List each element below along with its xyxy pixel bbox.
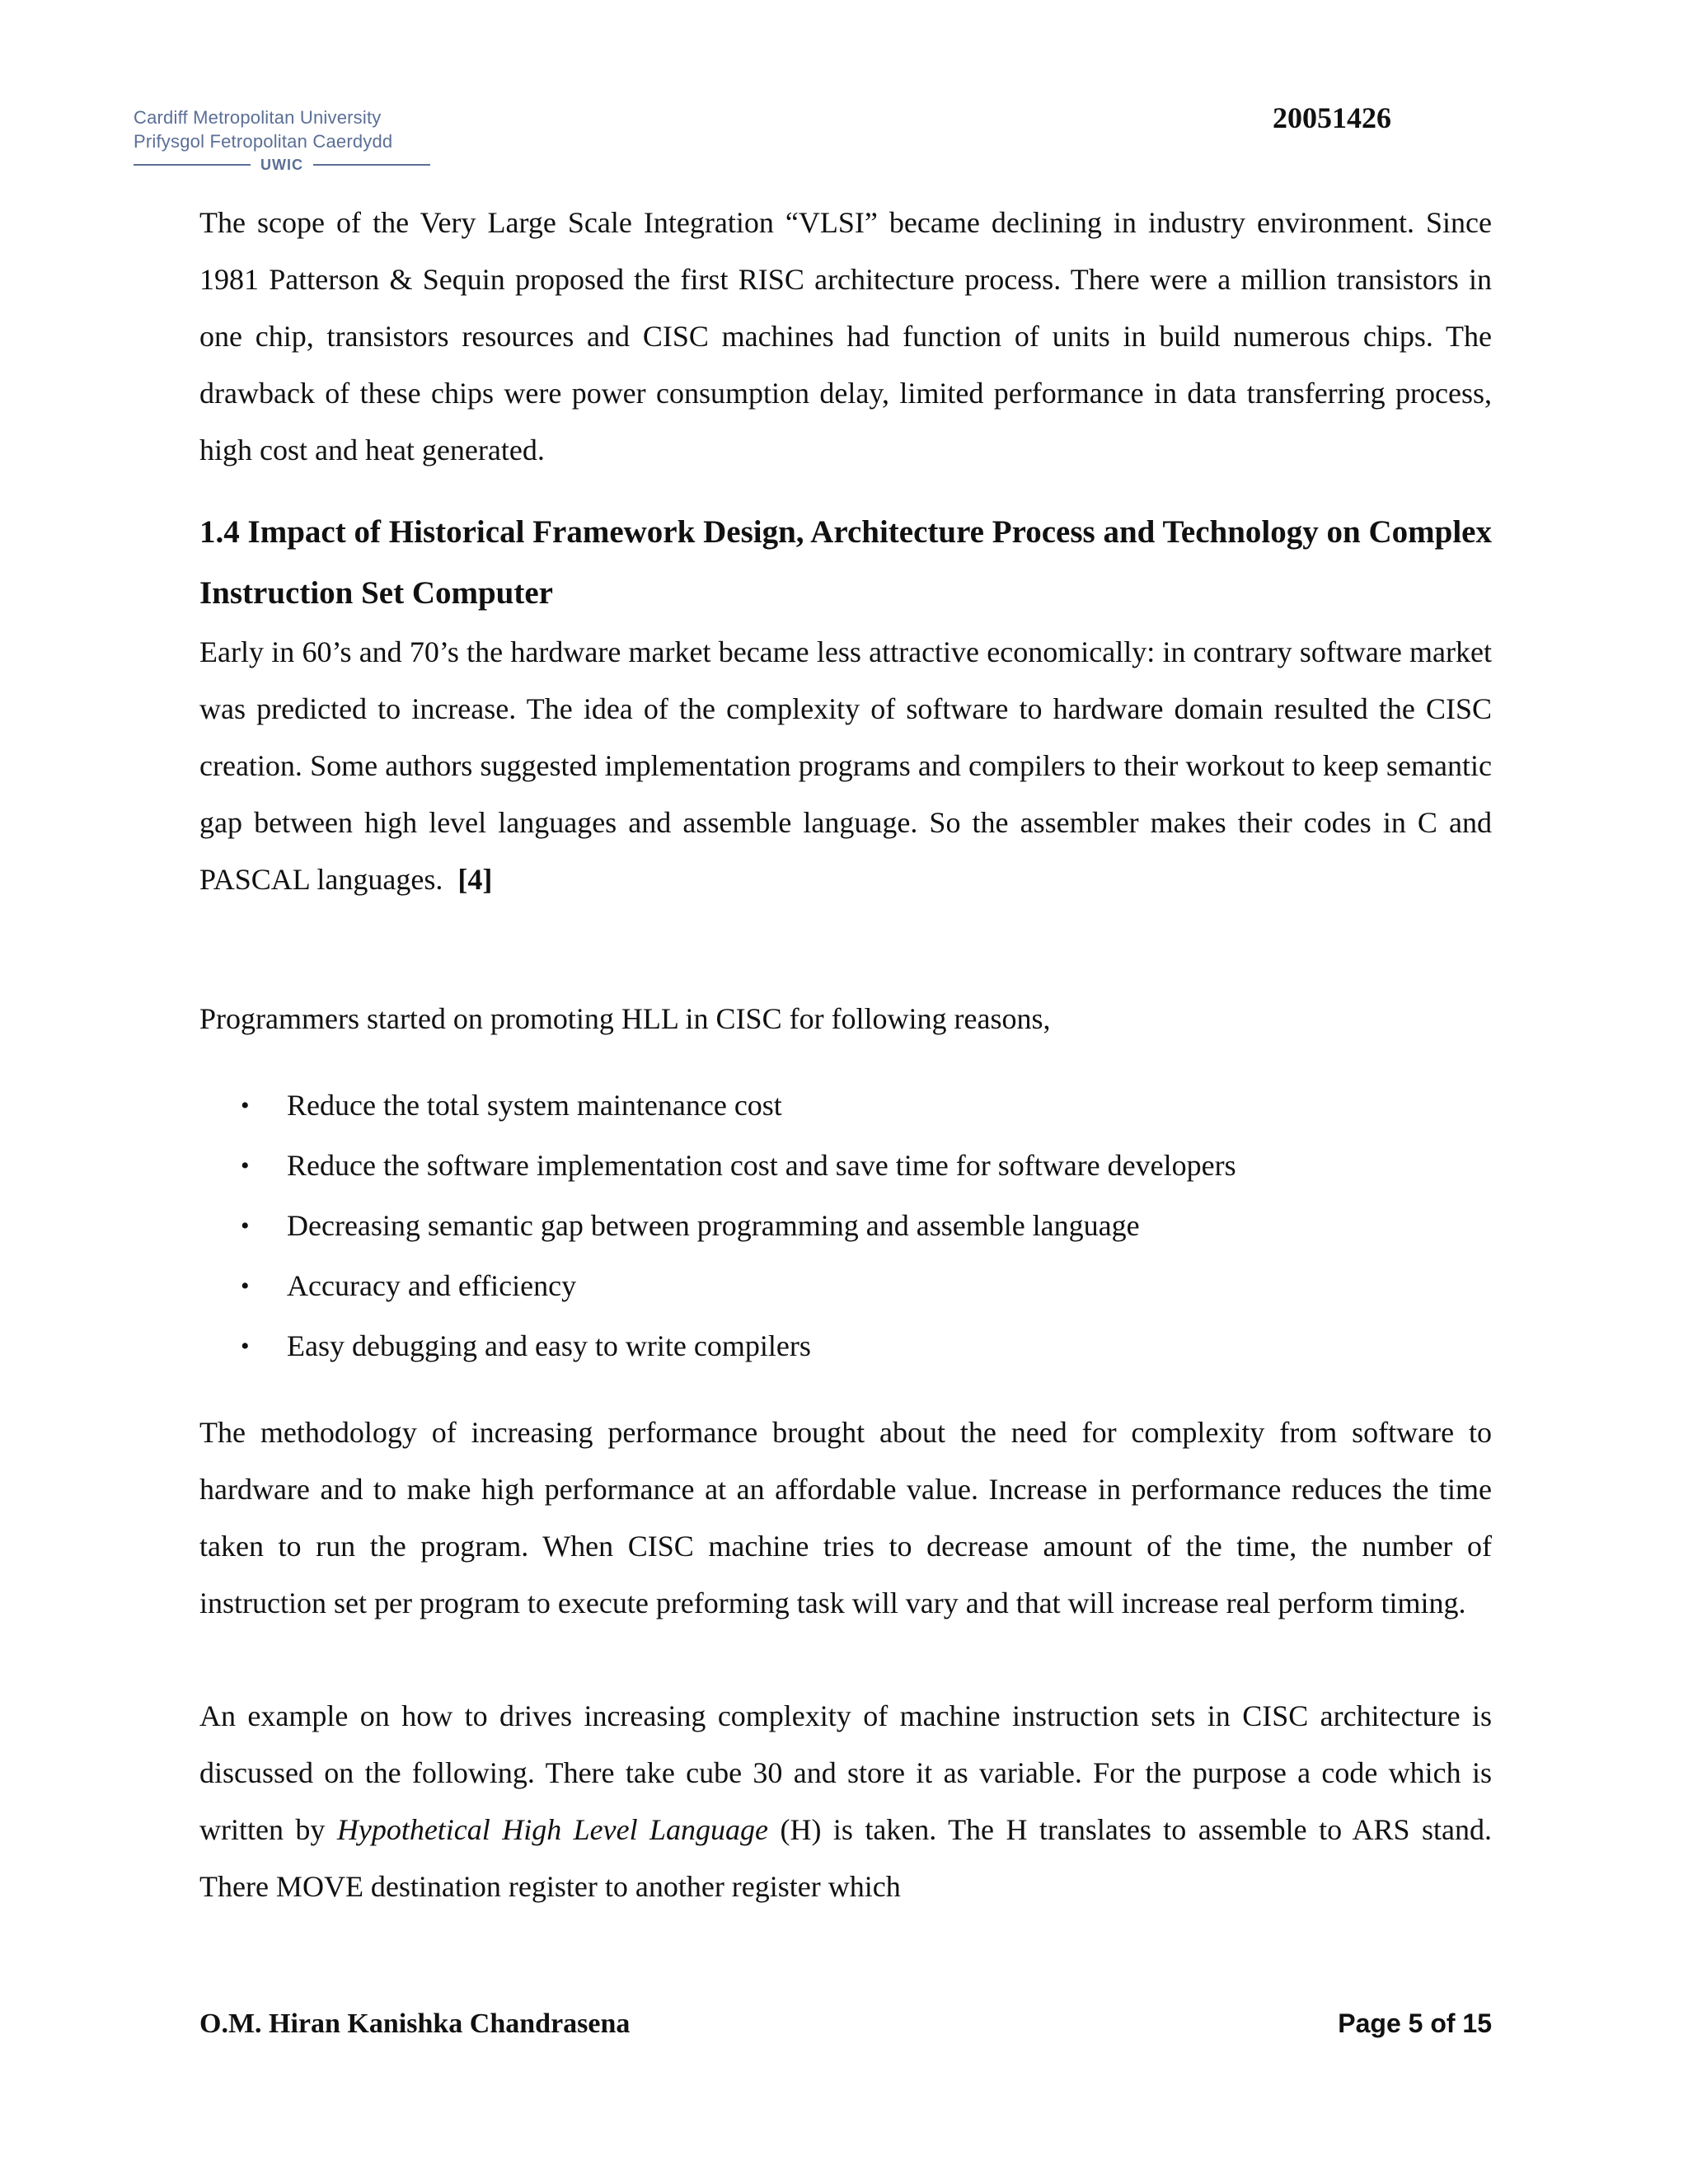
- document-body: [199, 194, 1492, 1915]
- logo-rule-left: [134, 164, 251, 166]
- logo-line-welsh: Prifysgol Fetropolitan Caerdydd: [134, 131, 393, 152]
- citation-reference: [4]: [457, 863, 493, 896]
- list-item: [199, 1136, 1492, 1196]
- list-item-text: Reduce the total system maintenance cost: [287, 1089, 782, 1122]
- paragraph-programmers: Programmers started on promoting HLL in CISC for following reasons,: [199, 1002, 1051, 1035]
- list-item-text: Accuracy and efficiency: [287, 1269, 577, 1302]
- footer-page-number: Page 5 of 15: [1338, 2008, 1492, 2038]
- logo-rule: [134, 157, 430, 173]
- paragraph-vlsi: The scope of the Very Large Scale Integration “VLSI” became declining in industry environment. Since 1981 Patterson & Sequin proposed the first RISC architecture process. There were a million transistors in one chip, transistors resources and CISC machines had function of units in build numerous chips. The drawback of these chips were power consumption delay, limited performance in data transferring process, high cost and heat generated.: [199, 206, 1492, 466]
- list-item-text: Reduce the software implementation cost and save time for software developers: [287, 1149, 1236, 1182]
- list-item-text: Decreasing semantic gap between programming and assemble language: [287, 1209, 1140, 1242]
- spacer: [199, 908, 1492, 991]
- bullet-icon: •: [241, 1212, 250, 1240]
- paragraph-example-text-1: An example on how to drives increasing complexity of machine instruction sets in CISC architecture is discussed on the following. There take cube 30 and store it as variable. For the purpose a code which is written by: [199, 1699, 1492, 1846]
- reasons-list: [199, 1076, 1492, 1376]
- spacer: [199, 1047, 1492, 1076]
- list-item: [199, 1196, 1492, 1256]
- logo-line-english: Cardiff Metropolitan University: [134, 107, 382, 128]
- bullet-icon: •: [241, 1333, 250, 1360]
- university-logo: [134, 105, 430, 173]
- logo-rule-right: [313, 164, 430, 166]
- logo-mark: UWIC: [260, 156, 303, 173]
- student-id: 20051426: [1273, 101, 1391, 134]
- bullet-icon: •: [241, 1272, 250, 1300]
- paragraph-history-text: Early in 60’s and 70’s the hardware market became less attractive economically: in contrary software market was predicted to increase. The idea of the complexity of software to hardware domain resulted the CISC creation. Some authors suggested implementation programs and compilers to their workout to keep semantic gap between high level languages and assemble language. So the assembler makes their codes in C and PASCAL languages.: [199, 635, 1492, 896]
- paragraph-example-text-2: (H) is taken. The H translates to assemble to ARS stand. There MOVE destination register to another register which: [199, 1813, 1492, 1903]
- spacer: [199, 1376, 1492, 1404]
- list-item: [199, 1316, 1492, 1376]
- hll-term: Hypothetical High Level Language: [336, 1813, 769, 1846]
- section-heading: 1.4 Impact of Historical Framework Design, Architecture Process and Technology on Complex Instruction Set Computer: [199, 514, 1492, 611]
- list-item: [199, 1076, 1492, 1136]
- spacer: [199, 1632, 1492, 1688]
- paragraph-methodology: The methodology of increasing performance brought about the need for complexity from software to hardware and to make high performance at an affordable value. Increase in performance reduces the time taken to run the program. When CISC machine tries to decrease amount of the time, the number of instruction set per program to execute preforming task will vary and that will increase real perform timing.: [199, 1416, 1492, 1619]
- bullet-icon: •: [241, 1152, 250, 1179]
- paragraph-history: [199, 624, 1492, 908]
- list-item: [199, 1256, 1492, 1316]
- footer-author: O.M. Hiran Kanishka Chandrasena: [199, 2008, 631, 2039]
- bullet-icon: •: [241, 1092, 250, 1119]
- list-item-text: Easy debugging and easy to write compilers: [287, 1329, 811, 1362]
- paragraph-example: [199, 1688, 1492, 1915]
